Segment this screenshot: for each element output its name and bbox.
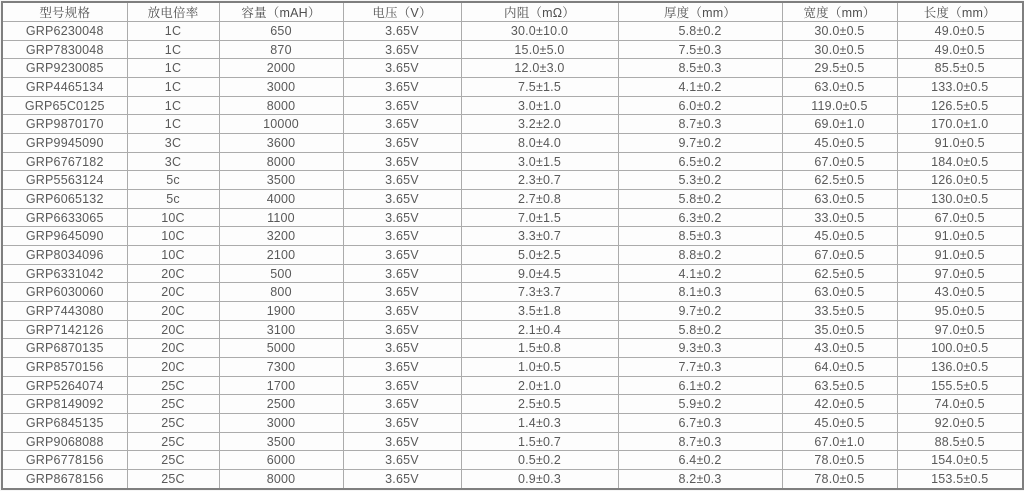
- table-cell: GRP5563124: [2, 171, 127, 190]
- table-cell: 8.5±0.3: [618, 59, 782, 78]
- table-cell: 8000: [219, 152, 343, 171]
- table-cell: 800: [219, 283, 343, 302]
- table-cell: 20C: [127, 339, 219, 358]
- table-cell: GRP6065132: [2, 190, 127, 209]
- table-cell: GRP7443080: [2, 302, 127, 321]
- table-cell: 650: [219, 22, 343, 41]
- table-row: [2, 302, 1023, 321]
- table-cell: 78.0±0.5: [782, 470, 897, 489]
- table-cell: GRP8678156: [2, 470, 127, 489]
- table-cell: 10000: [219, 115, 343, 134]
- table-cell: 5.9±0.2: [618, 395, 782, 414]
- table-cell: 29.5±0.5: [782, 59, 897, 78]
- table-row: [2, 451, 1023, 470]
- table-cell: 133.0±0.5: [897, 78, 1023, 97]
- table-cell: 25C: [127, 451, 219, 470]
- table-cell: 7.0±1.5: [461, 208, 618, 227]
- header-row: [2, 2, 1023, 22]
- table-cell: 3.65V: [343, 414, 461, 433]
- table-cell: 6.3±0.2: [618, 208, 782, 227]
- table-cell: 3.65V: [343, 22, 461, 41]
- table-cell: 3.65V: [343, 264, 461, 283]
- table-cell: 78.0±0.5: [782, 451, 897, 470]
- table-cell: 63.0±0.5: [782, 283, 897, 302]
- table-cell: 64.0±0.5: [782, 358, 897, 377]
- table-cell: 20C: [127, 320, 219, 339]
- table-cell: 2500: [219, 395, 343, 414]
- table-cell: 5.8±0.2: [618, 320, 782, 339]
- table-cell: GRP8570156: [2, 358, 127, 377]
- table-cell: 3.3±0.7: [461, 227, 618, 246]
- table-cell: 155.5±0.5: [897, 376, 1023, 395]
- table-cell: 10C: [127, 208, 219, 227]
- table-cell: 3500: [219, 171, 343, 190]
- table-cell: 3.65V: [343, 190, 461, 209]
- table-cell: 5.0±2.5: [461, 246, 618, 265]
- table-cell: 8000: [219, 470, 343, 489]
- table-cell: 8.1±0.3: [618, 283, 782, 302]
- table-cell: 6.0±0.2: [618, 96, 782, 115]
- table-cell: 25C: [127, 470, 219, 489]
- table-cell: 6.5±0.2: [618, 152, 782, 171]
- column-header-model: 型号规格: [2, 2, 127, 22]
- table-row: [2, 96, 1023, 115]
- table-cell: 3.65V: [343, 451, 461, 470]
- table-row: [2, 227, 1023, 246]
- table-cell: 74.0±0.5: [897, 395, 1023, 414]
- table-cell: 136.0±0.5: [897, 358, 1023, 377]
- table-cell: 100.0±0.5: [897, 339, 1023, 358]
- table-row: [2, 470, 1023, 489]
- table-cell: 3.5±1.8: [461, 302, 618, 321]
- table-cell: 20C: [127, 302, 219, 321]
- table-cell: 119.0±0.5: [782, 96, 897, 115]
- table-cell: 7.5±1.5: [461, 78, 618, 97]
- table-cell: 43.0±0.5: [782, 339, 897, 358]
- table-row: [2, 320, 1023, 339]
- table-cell: 49.0±0.5: [897, 40, 1023, 59]
- table-cell: GRP9870170: [2, 115, 127, 134]
- table-cell: 7.3±3.7: [461, 283, 618, 302]
- table-cell: 154.0±0.5: [897, 451, 1023, 470]
- table-cell: 30.0±0.5: [782, 22, 897, 41]
- table-cell: 69.0±1.0: [782, 115, 897, 134]
- table-cell: 3100: [219, 320, 343, 339]
- table-cell: 85.5±0.5: [897, 59, 1023, 78]
- table-cell: 3C: [127, 134, 219, 153]
- table-cell: 2.0±1.0: [461, 376, 618, 395]
- table-cell: 3.0±1.5: [461, 152, 618, 171]
- table-cell: 10C: [127, 227, 219, 246]
- table-cell: 130.0±0.5: [897, 190, 1023, 209]
- table-cell: 3.65V: [343, 227, 461, 246]
- table-cell: 95.0±0.5: [897, 302, 1023, 321]
- table-cell: 2.7±0.8: [461, 190, 618, 209]
- table-cell: 5000: [219, 339, 343, 358]
- table-cell: 3.65V: [343, 395, 461, 414]
- table-cell: GRP6230048: [2, 22, 127, 41]
- table-cell: 1900: [219, 302, 343, 321]
- table-cell: 1C: [127, 40, 219, 59]
- table-cell: 3.2±2.0: [461, 115, 618, 134]
- table-cell: 3000: [219, 78, 343, 97]
- table-row: [2, 59, 1023, 78]
- table-cell: 9.7±0.2: [618, 302, 782, 321]
- table-cell: 1C: [127, 78, 219, 97]
- table-cell: 3000: [219, 414, 343, 433]
- table-cell: GRP9230085: [2, 59, 127, 78]
- table-cell: 91.0±0.5: [897, 227, 1023, 246]
- table-cell: 91.0±0.5: [897, 246, 1023, 265]
- table-cell: GRP8149092: [2, 395, 127, 414]
- table-cell: GRP6633065: [2, 208, 127, 227]
- table-cell: 6.1±0.2: [618, 376, 782, 395]
- table-cell: 4.1±0.2: [618, 264, 782, 283]
- table-cell: 3.65V: [343, 246, 461, 265]
- table-cell: 49.0±0.5: [897, 22, 1023, 41]
- table-cell: 67.0±0.5: [782, 246, 897, 265]
- table-cell: 45.0±0.5: [782, 414, 897, 433]
- table-cell: 1C: [127, 115, 219, 134]
- table-cell: 2000: [219, 59, 343, 78]
- table-cell: 3.65V: [343, 96, 461, 115]
- battery-spec-table: [1, 1, 1024, 490]
- table-cell: 3500: [219, 432, 343, 451]
- table-cell: 67.0±0.5: [897, 208, 1023, 227]
- table-cell: 8.7±0.3: [618, 115, 782, 134]
- table-row: [2, 78, 1023, 97]
- table-cell: 3600: [219, 134, 343, 153]
- table-cell: 97.0±0.5: [897, 320, 1023, 339]
- table-cell: 3.65V: [343, 171, 461, 190]
- table-cell: 0.5±0.2: [461, 451, 618, 470]
- table-row: [2, 171, 1023, 190]
- table-cell: 10C: [127, 246, 219, 265]
- table-cell: 126.5±0.5: [897, 96, 1023, 115]
- column-header-rate: 放电倍率: [127, 2, 219, 22]
- table-cell: 4000: [219, 190, 343, 209]
- table-cell: 3.65V: [343, 302, 461, 321]
- table-cell: 25C: [127, 432, 219, 451]
- table-cell: 35.0±0.5: [782, 320, 897, 339]
- table-cell: 5c: [127, 171, 219, 190]
- table-cell: 500: [219, 264, 343, 283]
- table-cell: 3.65V: [343, 339, 461, 358]
- table-cell: 63.0±0.5: [782, 78, 897, 97]
- table-cell: GRP9945090: [2, 134, 127, 153]
- table-cell: 1C: [127, 96, 219, 115]
- table-cell: 63.0±0.5: [782, 190, 897, 209]
- table-row: [2, 264, 1023, 283]
- table-cell: 3.0±1.0: [461, 96, 618, 115]
- table-cell: 9.0±4.5: [461, 264, 618, 283]
- table-cell: 8.2±0.3: [618, 470, 782, 489]
- table-cell: 3.65V: [343, 432, 461, 451]
- table-row: [2, 376, 1023, 395]
- table-cell: GRP9068088: [2, 432, 127, 451]
- table-cell: 7300: [219, 358, 343, 377]
- table-row: [2, 283, 1023, 302]
- table-cell: 3.65V: [343, 376, 461, 395]
- table-cell: GRP8034096: [2, 246, 127, 265]
- table-row: [2, 208, 1023, 227]
- table-cell: 2.3±0.7: [461, 171, 618, 190]
- table-cell: 3.65V: [343, 134, 461, 153]
- table-cell: 0.9±0.3: [461, 470, 618, 489]
- table-cell: GRP7142126: [2, 320, 127, 339]
- table-cell: GRP6870135: [2, 339, 127, 358]
- table-cell: 1100: [219, 208, 343, 227]
- table-cell: 91.0±0.5: [897, 134, 1023, 153]
- table-cell: 3.65V: [343, 470, 461, 489]
- column-header-length: 长度（mm）: [897, 2, 1023, 22]
- table-row: [2, 134, 1023, 153]
- table-cell: 43.0±0.5: [897, 283, 1023, 302]
- table-cell: 8.7±0.3: [618, 432, 782, 451]
- table-cell: GRP6030060: [2, 283, 127, 302]
- table-cell: 8.0±4.0: [461, 134, 618, 153]
- table-cell: 1700: [219, 376, 343, 395]
- table-cell: 97.0±0.5: [897, 264, 1023, 283]
- table-cell: 45.0±0.5: [782, 227, 897, 246]
- table-cell: 67.0±1.0: [782, 432, 897, 451]
- table-cell: 1.4±0.3: [461, 414, 618, 433]
- table-cell: 45.0±0.5: [782, 134, 897, 153]
- table-cell: 2.5±0.5: [461, 395, 618, 414]
- table-cell: 3200: [219, 227, 343, 246]
- table-cell: 92.0±0.5: [897, 414, 1023, 433]
- table-row: [2, 22, 1023, 41]
- table-cell: 5c: [127, 190, 219, 209]
- table-cell: 3.65V: [343, 208, 461, 227]
- table-cell: 7.5±0.3: [618, 40, 782, 59]
- table-cell: 33.5±0.5: [782, 302, 897, 321]
- table-cell: 12.0±3.0: [461, 59, 618, 78]
- table-cell: 25C: [127, 376, 219, 395]
- table-cell: 33.0±0.5: [782, 208, 897, 227]
- table-cell: 4.1±0.2: [618, 78, 782, 97]
- table-cell: 9.7±0.2: [618, 134, 782, 153]
- table-cell: GRP6331042: [2, 264, 127, 283]
- table-cell: GRP5264074: [2, 376, 127, 395]
- table-cell: 3C: [127, 152, 219, 171]
- table-cell: 20C: [127, 264, 219, 283]
- table-cell: 62.5±0.5: [782, 264, 897, 283]
- table-row: [2, 432, 1023, 451]
- table-cell: 9.3±0.3: [618, 339, 782, 358]
- column-header-resistance: 内阻（mΩ）: [461, 2, 618, 22]
- table-cell: 1.5±0.7: [461, 432, 618, 451]
- table-cell: 5.8±0.2: [618, 190, 782, 209]
- table-cell: 88.5±0.5: [897, 432, 1023, 451]
- column-header-thickness: 厚度（mm）: [618, 2, 782, 22]
- table-cell: 1C: [127, 59, 219, 78]
- table-row: [2, 395, 1023, 414]
- table-cell: 62.5±0.5: [782, 171, 897, 190]
- table-row: [2, 358, 1023, 377]
- table-row: [2, 152, 1023, 171]
- table-cell: 1.0±0.5: [461, 358, 618, 377]
- table-cell: 1.5±0.8: [461, 339, 618, 358]
- table-cell: 3.65V: [343, 358, 461, 377]
- table-row: [2, 190, 1023, 209]
- table-cell: 3.65V: [343, 78, 461, 97]
- table-cell: 6000: [219, 451, 343, 470]
- table-body: [2, 22, 1023, 490]
- table-cell: GRP6767182: [2, 152, 127, 171]
- table-cell: 3.65V: [343, 59, 461, 78]
- table-cell: GRP4465134: [2, 78, 127, 97]
- table-row: [2, 414, 1023, 433]
- table-cell: 67.0±0.5: [782, 152, 897, 171]
- table-cell: GRP6845135: [2, 414, 127, 433]
- table-cell: 15.0±5.0: [461, 40, 618, 59]
- table-cell: 20C: [127, 283, 219, 302]
- table-cell: 153.5±0.5: [897, 470, 1023, 489]
- table-row: [2, 339, 1023, 358]
- table-cell: 5.3±0.2: [618, 171, 782, 190]
- table-cell: 30.0±10.0: [461, 22, 618, 41]
- table-cell: 184.0±0.5: [897, 152, 1023, 171]
- table-cell: 20C: [127, 358, 219, 377]
- table-cell: 3.65V: [343, 320, 461, 339]
- table-cell: 126.0±0.5: [897, 171, 1023, 190]
- table-cell: 870: [219, 40, 343, 59]
- table-cell: GRP6778156: [2, 451, 127, 470]
- table-cell: 6.7±0.3: [618, 414, 782, 433]
- table-cell: 8.5±0.3: [618, 227, 782, 246]
- table-cell: 63.5±0.5: [782, 376, 897, 395]
- table-cell: 3.65V: [343, 283, 461, 302]
- table-row: [2, 40, 1023, 59]
- table-cell: 2.1±0.4: [461, 320, 618, 339]
- table-cell: 1C: [127, 22, 219, 41]
- table-cell: 42.0±0.5: [782, 395, 897, 414]
- table-cell: 3.65V: [343, 115, 461, 134]
- column-header-capacity: 容量（mAH）: [219, 2, 343, 22]
- table-cell: 30.0±0.5: [782, 40, 897, 59]
- table-cell: 8.8±0.2: [618, 246, 782, 265]
- table-cell: 8000: [219, 96, 343, 115]
- table-cell: 5.8±0.2: [618, 22, 782, 41]
- table-cell: GRP9645090: [2, 227, 127, 246]
- table-cell: 3.65V: [343, 152, 461, 171]
- table-row: [2, 115, 1023, 134]
- column-header-width: 宽度（mm）: [782, 2, 897, 22]
- table-cell: 2100: [219, 246, 343, 265]
- table-cell: 25C: [127, 395, 219, 414]
- table-cell: 170.0±1.0: [897, 115, 1023, 134]
- column-header-voltage: 电压（V）: [343, 2, 461, 22]
- table-row: [2, 246, 1023, 265]
- table-cell: 3.65V: [343, 40, 461, 59]
- table-cell: 7.7±0.3: [618, 358, 782, 377]
- table-cell: GRP65C0125: [2, 96, 127, 115]
- table-header: [2, 2, 1023, 22]
- table-cell: GRP7830048: [2, 40, 127, 59]
- table-cell: 6.4±0.2: [618, 451, 782, 470]
- table-cell: 25C: [127, 414, 219, 433]
